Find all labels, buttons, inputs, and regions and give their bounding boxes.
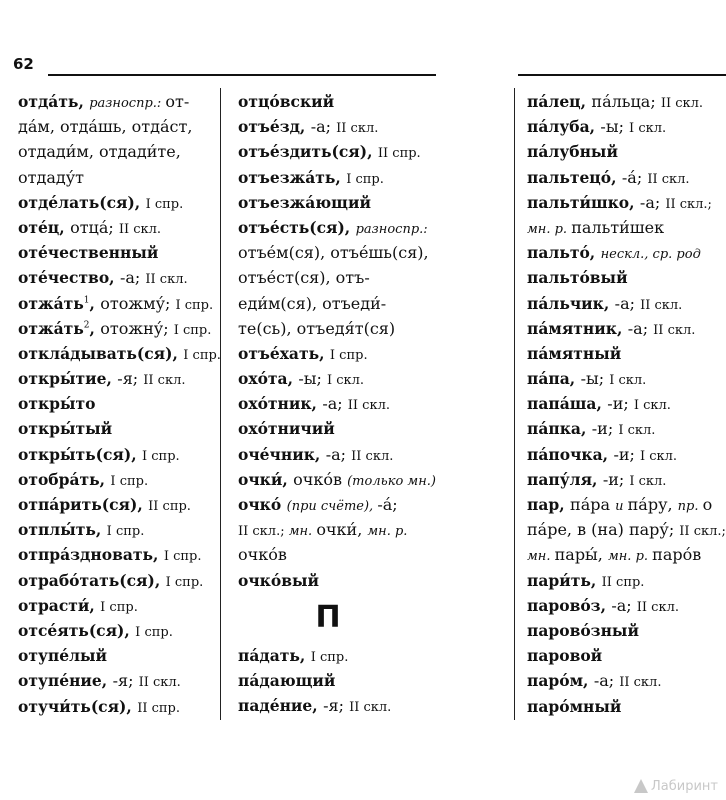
dictionary-line — [18, 517, 218, 542]
dictionary-line — [18, 467, 218, 492]
dictionary-line — [18, 643, 218, 668]
dictionary-line — [527, 89, 726, 114]
inflection: да́м, отда́шь, отда́ст, — [18, 117, 193, 137]
grammar-note: I скл. — [640, 448, 678, 464]
headword: пари́ть, — [527, 570, 602, 590]
headword: па́почка, — [527, 444, 614, 464]
dictionary-line — [18, 265, 218, 290]
headword: отсе́ять(ся), — [18, 620, 136, 640]
dictionary-line — [18, 492, 218, 517]
grammar-note: II скл. — [636, 599, 679, 615]
inflection: отожну́; — [100, 318, 174, 338]
headword: отпа́рить(ся), — [18, 495, 149, 514]
dictionary-line — [18, 291, 218, 316]
dictionary-line — [18, 240, 218, 265]
headword: отплы́ть, — [18, 520, 107, 540]
inflection: пальти́шек — [571, 217, 665, 237]
dictionary-line — [238, 442, 510, 467]
headword: па́дать, — [238, 645, 311, 665]
grammar-note: II спр. — [148, 499, 191, 514]
grammar-note: II скл.; — [665, 196, 712, 212]
inflection: о — [702, 495, 713, 514]
headword: , — [89, 293, 101, 313]
inflection: очко́в — [238, 545, 287, 565]
headword: охо́тничий — [238, 419, 335, 439]
labyrinth-logo-icon — [633, 778, 649, 794]
headword: па́лубный — [527, 142, 618, 162]
usage-note: разноспр.: — [355, 221, 428, 237]
grammar-note: I спр. — [173, 322, 212, 338]
inflection: па́ру, — [627, 495, 678, 514]
dictionary-line — [238, 416, 510, 441]
inflection: па́льца; — [591, 92, 661, 111]
inflection: -а; — [627, 318, 654, 338]
headword: отучи́ть(ся), — [18, 696, 138, 716]
headword: откры́ть(ся), — [18, 444, 142, 464]
headword: отде́лать(ся), — [18, 192, 146, 212]
dictionary-line — [238, 693, 510, 718]
dictionary-line — [18, 442, 218, 467]
headword: парово́з, — [527, 595, 612, 615]
grammar-note: I спр. — [165, 574, 204, 590]
inflection: отдаду́т — [18, 167, 84, 187]
grammar-note: I скл. — [618, 423, 656, 439]
grammar-note: II скл.; — [679, 524, 726, 540]
homonym-index: 2 — [83, 320, 90, 331]
dictionary-line — [18, 366, 218, 391]
inflection: очко́в — [293, 469, 348, 489]
watermark — [633, 778, 718, 794]
dictionary-line — [527, 492, 726, 517]
headword: па́лец, — [527, 92, 592, 111]
grammar-note: II спр. — [377, 146, 421, 162]
dictionary-line — [527, 391, 726, 416]
grammar-note: II скл. — [619, 675, 662, 691]
usage-note: и — [615, 499, 628, 514]
header-rule-right — [518, 74, 726, 76]
dictionary-line — [238, 139, 510, 164]
headword: оте́чественный — [18, 243, 159, 263]
headword: отцо́вский — [238, 92, 335, 111]
headword: охо́та, — [238, 369, 299, 389]
headword: охо́тник, — [238, 394, 323, 414]
inflection: -а; — [119, 268, 146, 288]
dictionary-line — [18, 215, 218, 240]
headword: пальти́шко, — [527, 192, 640, 212]
grammar-note: II скл. — [118, 221, 162, 237]
inflection: отъе́м(ся), отъе́шь(ся), — [238, 243, 429, 263]
dictionary-line — [527, 316, 726, 341]
section-letter-text: П — [315, 599, 341, 635]
dictionary-line — [527, 114, 726, 139]
inflection: -ы; — [580, 369, 610, 389]
grammar-note: I скл. — [629, 473, 667, 489]
grammar-note: I спр. — [142, 448, 180, 464]
dictionary-line — [18, 114, 218, 139]
inflection: очки́, — [316, 520, 368, 540]
dictionary-line — [527, 341, 726, 366]
dictionary-line — [18, 89, 218, 114]
grammar-note: II скл. — [143, 373, 186, 389]
grammar-note: I спр. — [175, 297, 214, 313]
headword: откры́то — [18, 394, 96, 414]
dictionary-column-1 — [18, 89, 221, 719]
usage-note: разноспр.: — [89, 96, 166, 111]
headword: па́льчик, — [527, 293, 615, 313]
usage-note: мн. р. — [367, 524, 408, 540]
inflection: отожму́; — [100, 293, 176, 313]
grammar-note: II скл. — [653, 322, 696, 338]
headword: оче́чник, — [238, 444, 326, 464]
headword: отупе́лый — [18, 646, 108, 666]
grammar-note: I спр. — [183, 347, 221, 363]
dictionary-line — [238, 366, 510, 391]
dictionary-line — [18, 190, 218, 215]
section-letter — [238, 593, 418, 643]
inflection: еди́м(ся), отъеди́- — [238, 293, 387, 313]
grammar-note: I спр. — [329, 347, 368, 363]
grammar-note: II скл. — [351, 448, 394, 464]
dictionary-line — [238, 341, 510, 366]
inflection: -а́; — [621, 167, 648, 187]
grammar-note: II спр. — [137, 700, 180, 716]
dictionary-line — [527, 215, 726, 240]
inflection: па́ре, в (на) пару́; — [527, 520, 680, 540]
inflection: -а; — [639, 192, 666, 212]
inflection: -а; — [614, 293, 641, 313]
headword: очко́вый — [238, 570, 320, 590]
dictionary-line — [238, 265, 510, 290]
headword: па́луба, — [527, 117, 601, 137]
dictionary-line — [527, 618, 726, 643]
dictionary-line — [527, 542, 726, 567]
grammar-note: I скл. — [633, 398, 671, 414]
headword: отрабо́тать(ся), — [18, 570, 166, 590]
grammar-note: II скл.; — [238, 524, 289, 540]
dictionary-line — [18, 165, 218, 190]
dictionary-line — [238, 316, 510, 341]
inflection: -ы; — [298, 369, 327, 389]
grammar-note: II скл. — [336, 121, 379, 137]
dictionary-column-3 — [527, 89, 726, 719]
headword: откры́тие, — [18, 369, 118, 389]
dictionary-line — [527, 291, 726, 316]
headword: очки́, — [238, 469, 294, 489]
inflection: -и; — [607, 394, 634, 414]
headword: оте́чество, — [18, 268, 120, 288]
inflection: -а; — [593, 671, 620, 691]
dictionary-line — [238, 517, 510, 542]
dictionary-line — [18, 316, 218, 341]
usage-note: пр. — [677, 499, 703, 514]
page-number: 62 — [13, 55, 34, 73]
headword: папу́ля, — [527, 469, 603, 489]
headword: па́мятник, — [527, 318, 628, 338]
inflection: -и; — [613, 444, 640, 464]
grammar-note: II скл. — [347, 398, 390, 414]
headword: отпра́здновать, — [18, 545, 164, 565]
headword: отъе́хать, — [238, 343, 330, 363]
headword: паро́мный — [527, 696, 622, 716]
grammar-note: II скл. — [138, 675, 181, 691]
headword: очко́ — [238, 495, 287, 514]
inflection: -а; — [325, 444, 352, 464]
headword: парово́зный — [527, 620, 639, 640]
usage-note: (только мн.) — [347, 473, 436, 489]
dictionary-line — [238, 114, 510, 139]
headword: отъезжа́ющий — [238, 192, 371, 212]
dictionary-line — [238, 467, 510, 492]
headword: , — [89, 318, 101, 338]
headword: папа́ша, — [527, 394, 608, 414]
headword: отрасти́, — [18, 595, 101, 615]
headword: паровой — [527, 646, 603, 666]
grammar-note: I скл. — [609, 373, 647, 389]
grammar-note: I спр. — [163, 549, 202, 565]
headword: па́дающий — [238, 670, 336, 690]
inflection: отъе́ст(ся), отъ- — [238, 268, 370, 288]
dictionary-line — [527, 568, 726, 593]
headword: па́пка, — [527, 419, 592, 439]
inflection: -а; — [310, 117, 337, 137]
headword: отобра́ть, — [18, 469, 111, 489]
dictionary-line — [238, 215, 510, 240]
headword: отъезжа́ть, — [238, 167, 347, 187]
watermark-text: Лабиринт — [651, 778, 718, 794]
inflection: от- — [165, 92, 190, 111]
grammar-note: II скл. — [145, 272, 188, 288]
dictionary-line — [18, 593, 218, 618]
headword: пальтецо́, — [527, 167, 622, 187]
usage-note: мн. — [288, 524, 317, 540]
headword: пар, — [527, 495, 571, 514]
headword: отда́ть, — [18, 92, 90, 111]
dictionary-line — [527, 694, 726, 719]
grammar-note: II скл. — [647, 171, 690, 187]
dictionary-line — [527, 265, 726, 290]
dictionary-line — [527, 240, 726, 265]
headword: отжа́ть — [18, 318, 84, 338]
usage-note: мн. — [527, 549, 555, 565]
dictionary-line — [18, 668, 218, 693]
inflection: -ы; — [600, 117, 630, 137]
inflection: -а́; — [377, 495, 398, 514]
grammar-note: II скл. — [349, 700, 392, 716]
grammar-note: I скл. — [326, 373, 365, 389]
headword: отупе́ние, — [18, 671, 113, 691]
headword: отжа́ть — [18, 293, 84, 313]
dictionary-line — [238, 568, 510, 593]
grammar-note: I спр. — [110, 473, 149, 489]
headword: отъе́сть(ся), — [238, 217, 356, 237]
dictionary-line — [238, 643, 510, 668]
usage-note: мн. р. — [527, 221, 572, 237]
headword: па́мятный — [527, 343, 622, 363]
inflection: те(сь), отъедя́т(ся) — [238, 318, 396, 338]
dictionary-line — [527, 467, 726, 492]
dictionary-line — [527, 668, 726, 693]
headword: паде́ние, — [238, 696, 324, 716]
dictionary-line — [18, 416, 218, 441]
dictionary-column-2 — [238, 89, 510, 718]
dictionary-line — [238, 89, 510, 114]
usage-note: мн. р. — [607, 549, 653, 565]
inflection: -и; — [591, 419, 619, 439]
headword: пальто́, — [527, 243, 601, 263]
column-divider-1 — [220, 88, 221, 720]
inflection: -а; — [611, 595, 637, 615]
column-divider-2 — [514, 88, 515, 720]
grammar-note: II скл. — [640, 297, 683, 313]
dictionary-line — [527, 643, 726, 668]
dictionary-line — [238, 668, 510, 693]
headword: отъе́зд, — [238, 117, 311, 137]
inflection: -я; — [112, 671, 139, 691]
headword: откры́тый — [18, 419, 113, 439]
dictionary-line — [238, 190, 510, 215]
dictionary-line — [527, 139, 726, 164]
inflection: паро́в — [652, 545, 702, 565]
usage-note: (при счёте), — [286, 499, 378, 514]
dictionary-line — [18, 341, 221, 366]
grammar-note: I спр. — [135, 624, 173, 640]
inflection: па́ра — [570, 495, 616, 514]
inflection: -и; — [602, 469, 630, 489]
inflection: отдади́м, отдади́те, — [18, 142, 181, 162]
inflection: пары́, — [554, 545, 608, 565]
dictionary-line — [527, 442, 726, 467]
homonym-index: 1 — [83, 295, 90, 306]
dictionary-line — [527, 165, 726, 190]
grammar-note: I спр. — [100, 599, 138, 615]
dictionary-line — [527, 190, 726, 215]
headword: паро́м, — [527, 671, 594, 691]
headword: па́па, — [527, 369, 581, 389]
grammar-note: II спр. — [601, 574, 645, 590]
dictionary-line — [18, 542, 218, 567]
grammar-note: II скл. — [660, 96, 704, 111]
dictionary-line — [238, 391, 510, 416]
dictionary-line — [527, 416, 726, 441]
grammar-note: I спр. — [346, 171, 384, 187]
dictionary-line — [18, 618, 218, 643]
headword: откла́дывать(ся), — [18, 343, 184, 363]
headword: отъе́здить(ся), — [238, 142, 378, 162]
grammar-note: I спр. — [145, 196, 184, 212]
dictionary-line — [238, 165, 510, 190]
dictionary-line — [18, 391, 218, 416]
grammar-note: I скл. — [629, 121, 667, 137]
dictionary-line — [18, 139, 218, 164]
headword: оте́ц, — [18, 217, 71, 237]
inflection: -а; — [322, 394, 348, 414]
grammar-note: I спр. — [106, 524, 145, 540]
dictionary-line — [527, 366, 726, 391]
dictionary-line — [238, 492, 510, 517]
dictionary-line — [238, 240, 510, 265]
grammar-note: I спр. — [310, 649, 349, 665]
dictionary-line — [527, 517, 726, 542]
inflection: -я; — [117, 369, 144, 389]
dictionary-line — [527, 593, 726, 618]
dictionary-line — [18, 694, 218, 719]
dictionary-line — [238, 542, 510, 567]
header-rule-left — [48, 74, 436, 76]
inflection: отца́; — [70, 217, 119, 237]
dictionary-line — [18, 568, 218, 593]
dictionary-line — [238, 291, 510, 316]
usage-note: нескл., ср. род — [600, 247, 701, 263]
inflection: -я; — [323, 696, 350, 716]
headword: пальто́вый — [527, 268, 628, 288]
